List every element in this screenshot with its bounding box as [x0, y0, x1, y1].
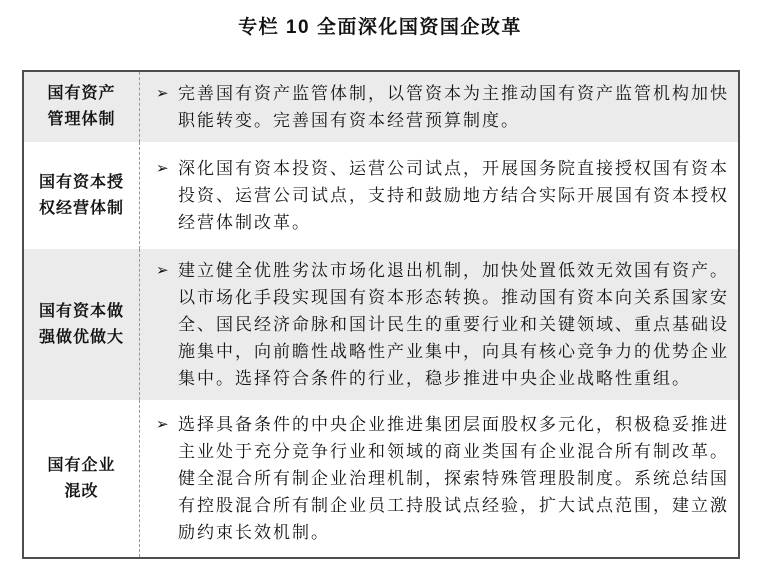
- row-content-cell: [140, 72, 739, 142]
- row-header-line: 国有资本授: [38, 173, 124, 191]
- bullet-item: [156, 257, 731, 392]
- row-header-line: 权经营体制: [38, 199, 124, 217]
- arrow-bullet-icon: ➢: [156, 262, 169, 279]
- row-content-cell: [140, 400, 739, 557]
- row-header-line: 国有企业: [47, 456, 116, 474]
- table-row: [24, 400, 738, 557]
- bullet-item: [156, 80, 731, 134]
- bullet-item: [156, 155, 731, 236]
- row-content-text: 完善国有资产监管体制，以管资本为主推动国有资产监管机构加快职能转变。完善国有资本经营预算制度。: [178, 84, 729, 130]
- row-header: [24, 400, 140, 557]
- row-header: [24, 142, 140, 249]
- arrow-bullet-icon: ➢: [156, 160, 169, 177]
- row-header-line: 管理体制: [47, 111, 116, 128]
- row-content-cell: [140, 142, 739, 249]
- document-page: [0, 12, 760, 542]
- row-content-text: 选择具备条件的中央企业推进集团层面股权多元化，积极稳妥推进主业处于充分竞争行业和领域的商业类国有企业混合所有制改革。健全混合所有制企业治理机制，探索特殊管理股制度。系统总结国有控股混合所有制企业员工持股试点经验，扩大试点范围，建立激励约束长效机制。: [178, 415, 729, 542]
- arrow-bullet-icon: ➢: [156, 85, 169, 102]
- row-header-line: 国有资产: [47, 85, 116, 102]
- row-content-text: 深化国有资本投资、运营公司试点，开展国务院直接授权国有资本投资、运营公司试点，支持和鼓励地方结合实际开展国有资本授权经营体制改革。: [178, 159, 729, 232]
- box-title: 专栏 10 全面深化国资国企改革: [238, 17, 522, 38]
- table-row: [24, 142, 738, 249]
- row-content-text: 建立健全优胜劣汰市场化退出机制，加快处置低效无效国有资产。以市场化手段实现国有资本形态转换。推动国有资本向关系国家安全、国民经济命脉和国计民生的重要行业和关键领域、重点基础设施集中，向前瞻性战略性产业集中，向具有核心竞争力的优势企业集中。选择符合条件的行业，稳步推进中央企业战略性重组。: [178, 261, 729, 388]
- reform-table: [22, 70, 740, 559]
- row-header: [24, 249, 140, 400]
- table-row: [24, 249, 738, 400]
- row-header-line: 强做优做大: [38, 328, 124, 346]
- row-header-line: 国有资本做: [38, 302, 124, 320]
- row-header-line: 混改: [64, 482, 99, 500]
- table-row: [24, 72, 738, 142]
- row-content-cell: [140, 249, 739, 400]
- bullet-item: [156, 411, 731, 546]
- row-header: [24, 72, 140, 142]
- arrow-bullet-icon: ➢: [156, 416, 169, 433]
